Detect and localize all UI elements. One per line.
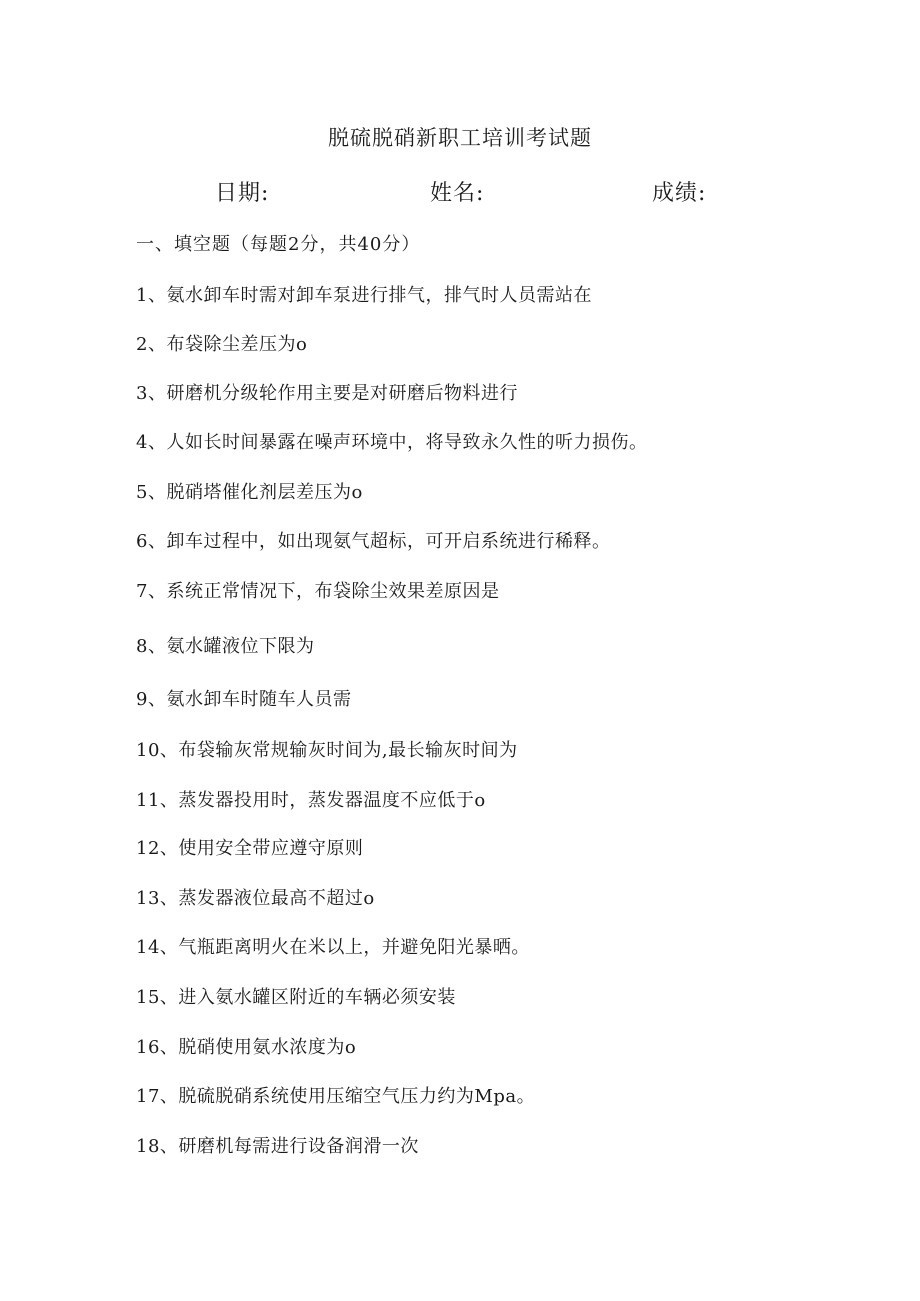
question-item: 6、卸车过程中，如出现氨气超标，可开启系统进行稀释。: [136, 531, 611, 552]
question-item: 7、系统正常情况下，布袋除尘效果差原因是: [136, 581, 500, 602]
question-item: 2、布袋除尘差压为o: [136, 334, 308, 355]
question-item: 5、脱硝塔催化剂层差压为o: [136, 482, 363, 503]
question-item: 4、人如长时间暴露在噪声环境中，将导致永久性的听力损伤。: [136, 432, 648, 453]
section-heading: 一、填空题（每题2分，共40分）: [136, 234, 421, 255]
document-title: 脱硫脱硝新职工培训考试题: [328, 126, 592, 150]
question-item: 17、脱硫脱硝系统使用压缩空气压力约为Mpa。: [136, 1086, 536, 1107]
question-item: 3、研磨机分级轮作用主要是对研磨后物料进行: [136, 383, 518, 404]
score-label: 成绩:: [652, 181, 707, 206]
question-item: 15、进入氨水罐区附近的车辆必须安装: [136, 987, 456, 1008]
question-item: 1、氨水卸车时需对卸车泵进行排气，排气时人员需站在: [136, 285, 592, 306]
question-item: 13、蒸发器液位最高不超过o: [136, 888, 375, 909]
question-item: 12、使用安全带应遵守原则: [136, 838, 364, 859]
question-item: 14、气瓶距离明火在米以上，并避免阳光暴晒。: [136, 937, 530, 958]
question-item: 11、蒸发器投用时，蒸发器温度不应低于o: [136, 790, 486, 811]
date-label: 日期:: [215, 181, 270, 206]
question-item: 10、布袋输灰常规输灰时间为,最长输灰时间为: [136, 740, 518, 761]
question-item: 9、氨水卸车时随车人员需: [136, 689, 352, 710]
info-row: [0, 176, 920, 206]
question-item: 16、脱硝使用氨水浓度为o: [136, 1037, 357, 1058]
question-item: 8、氨水罐液位下限为: [136, 636, 315, 657]
question-item: 18、研磨机每需进行设备润滑一次: [136, 1136, 419, 1157]
name-label: 姓名:: [430, 181, 485, 206]
